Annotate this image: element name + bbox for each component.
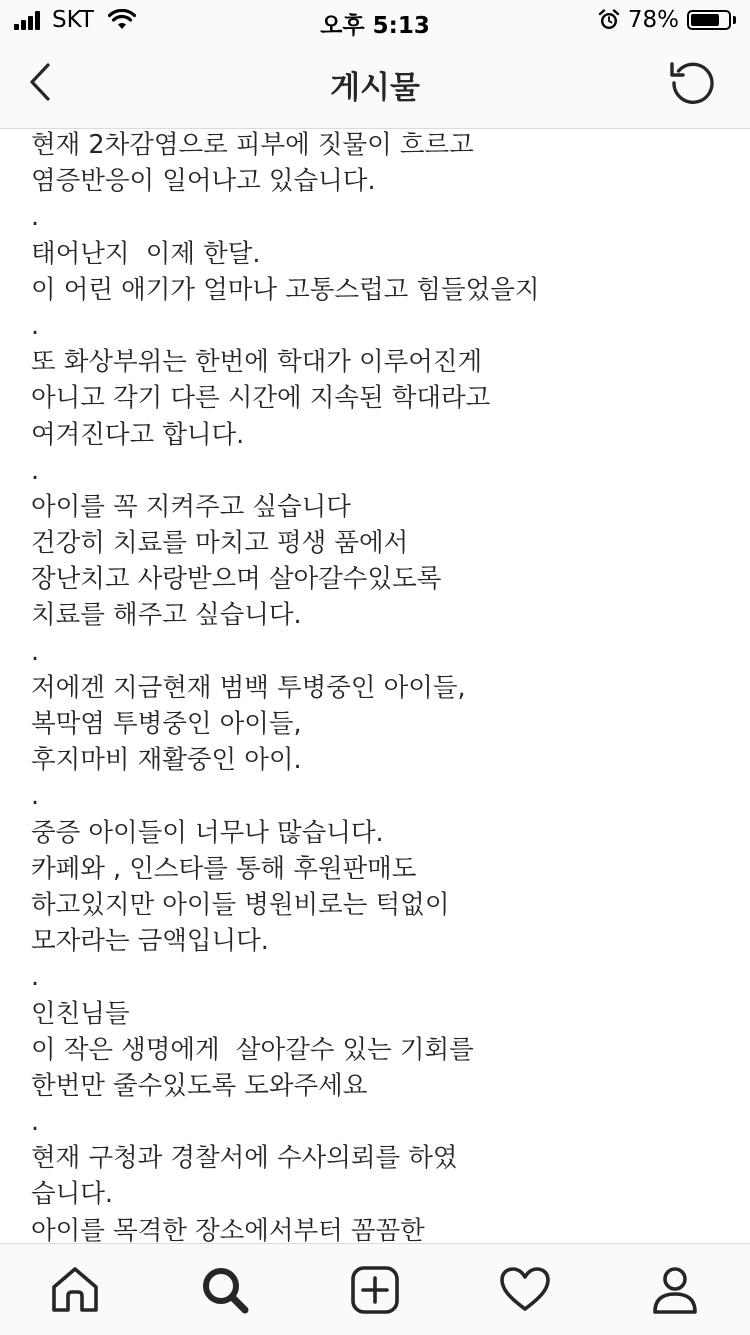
status-right	[598, 7, 736, 33]
caption-line: 습니다.	[31, 1179, 114, 1210]
caption-line: 저에겐 지금현재 범백 투병중인 아이들,	[31, 672, 466, 703]
caption-line: .	[31, 781, 40, 812]
navigation-bar	[0, 40, 750, 129]
home-icon[interactable]	[47, 1262, 103, 1318]
caption-line: 후지마비 재활중인 아이.	[31, 745, 302, 776]
caption-line: .	[31, 455, 40, 486]
caption-line: .	[31, 962, 40, 993]
caption-line: 모자라는 금액입니다.	[31, 926, 269, 957]
caption-line: .	[31, 202, 40, 233]
activity-heart-icon[interactable]	[497, 1262, 553, 1318]
caption-line: 아이를 꼭 지켜주고 싶습니다	[31, 491, 351, 522]
profile-icon[interactable]	[647, 1262, 703, 1318]
caption-line: 이 어린 애기가 얼마나 고통스럽고 힘들었을지	[31, 274, 540, 305]
caption-line: 건강히 치료를 마치고 평생 품에서	[31, 528, 409, 559]
search-icon[interactable]	[197, 1262, 253, 1318]
new-post-icon[interactable]	[347, 1262, 403, 1318]
caption-line: 염증반응이 일어나고 있습니다.	[31, 166, 376, 197]
caption-line: .	[31, 1107, 40, 1138]
caption-line: 한번만 줄수있도록 도와주세요	[31, 1070, 368, 1101]
caption-line: 태어난지 이제 한달.	[31, 238, 261, 269]
caption-line: 현재 구청과 경찰서에 수사의뢰를 하였	[31, 1143, 458, 1174]
caption-line: 하고있지만 아이들 병원비로는 턱없이	[31, 889, 450, 920]
carrier-label: SKT	[52, 7, 94, 33]
status-time: 오후 5:13	[320, 13, 430, 39]
caption-line: 복막염 투병중인 아이들,	[31, 709, 302, 739]
alarm-icon	[598, 9, 620, 31]
battery-fill	[691, 14, 719, 26]
battery-percent: 78%	[627, 7, 679, 33]
tab-bar	[0, 1243, 750, 1335]
battery-cap	[733, 16, 736, 24]
caption-line: 카페와 , 인스타를 통해 후원판매도	[31, 853, 417, 884]
caption-line: .	[31, 636, 40, 667]
post-content[interactable]	[0, 129, 750, 1243]
caption-line: 현재 2차감염으로 피부에 짓물이 흐르고	[31, 130, 474, 160]
caption-line: 또 화상부위는 한번에 학대가 이루어진게	[31, 347, 483, 378]
caption-line: .	[31, 310, 40, 341]
caption-line: 중증 아이들이 너무나 많습니다.	[31, 817, 384, 848]
status-bar	[0, 0, 750, 40]
battery-icon	[687, 10, 731, 30]
caption-line: 아이를 목격한 장소에서부터 꼼꼼한	[31, 1215, 425, 1243]
refresh-icon[interactable]	[666, 56, 720, 110]
caption-line: 치료를 해주고 싶습니다.	[31, 600, 302, 631]
caption-line: 여겨진다고 합니다.	[31, 419, 245, 450]
caption-line: 장난치고 사랑받으며 살아갈수있도록	[31, 564, 442, 595]
page-title: 게시물	[330, 70, 420, 106]
caption-line: 인친님들	[31, 998, 130, 1029]
caption-line: 아니고 각기 다른 시간에 지속된 학대라고	[31, 383, 491, 414]
caption-line: 이 작은 생명에게 살아갈수 있는 기회를	[31, 1034, 474, 1065]
post-caption	[0, 129, 750, 1243]
